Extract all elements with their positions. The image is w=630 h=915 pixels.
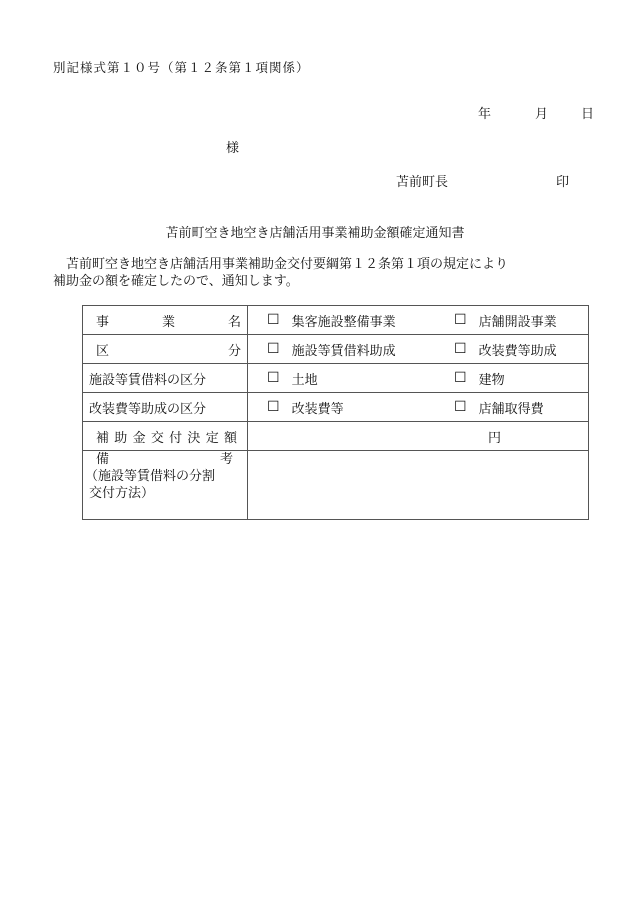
body-line-1: 苫前町空き地空き店舗活用事業補助金交付要綱第１２条第１項の規定により	[66, 257, 509, 272]
label-rent-category: 施設等賃借料の区分	[83, 364, 248, 393]
checkbox-option[interactable]: ☐ 建物	[454, 370, 505, 388]
checkbox-option[interactable]: ☐ 施設等賃借料助成	[267, 341, 396, 359]
label-project-name: 事 業 名	[83, 306, 248, 335]
date-day: 日	[581, 107, 595, 122]
issuer-name: 苫前町長	[396, 175, 449, 190]
rent-options	[248, 364, 589, 393]
date-month: 月	[535, 107, 549, 122]
checkbox-option[interactable]: ☐ 改装費等助成	[454, 341, 557, 359]
checkbox-icon[interactable]: ☐	[454, 370, 467, 386]
label-renovation-category: 改装費等助成の区分	[83, 393, 248, 422]
table-row	[83, 306, 589, 335]
checkbox-icon[interactable]: ☐	[454, 341, 467, 357]
label-remarks: 備 考 （施設等賃借料の分割 交付方法）	[83, 451, 248, 520]
checkbox-option[interactable]: ☐ 店舗開設事業	[454, 312, 557, 330]
table-row	[83, 393, 589, 422]
checkbox-option[interactable]: ☐ 改装費等	[267, 399, 344, 417]
details-table	[82, 305, 589, 520]
table-row	[83, 422, 589, 451]
date-year: 年	[478, 107, 492, 122]
checkbox-icon[interactable]: ☐	[267, 370, 280, 386]
remarks-sub-2: 交付方法）	[89, 486, 155, 501]
addressee-suffix: 様	[226, 141, 240, 156]
body-text	[53, 256, 613, 290]
yen-unit: 円	[488, 430, 502, 446]
table-row	[83, 451, 589, 520]
category-options	[248, 335, 589, 364]
checkbox-icon[interactable]: ☐	[267, 399, 280, 415]
date-line	[478, 103, 594, 122]
remarks-field[interactable]	[248, 451, 589, 520]
table-row	[83, 364, 589, 393]
project-options	[248, 306, 589, 335]
label-grant-amount: 補 助 金 交 付 決 定 額	[83, 422, 248, 451]
checkbox-option[interactable]: ☐ 店舗取得費	[454, 399, 544, 417]
label-category: 区 分	[83, 335, 248, 364]
checkbox-icon[interactable]: ☐	[454, 399, 467, 415]
grant-amount-field[interactable]	[248, 422, 589, 451]
table-row	[83, 335, 589, 364]
renovation-options	[248, 393, 589, 422]
document-title: 苫前町空き地空き店舗活用事業補助金額確定通知書	[165, 226, 465, 241]
remarks-sub-1: （施設等賃借料の分割	[85, 469, 216, 484]
checkbox-icon[interactable]: ☐	[454, 312, 467, 328]
checkbox-option[interactable]: ☐ 集客施設整備事業	[267, 312, 396, 330]
seal-mark: 印	[556, 175, 570, 190]
checkbox-icon[interactable]: ☐	[267, 312, 280, 328]
checkbox-option[interactable]: ☐ 土地	[267, 370, 318, 388]
form-number: 別記様式第１０号（第１２条第１項関係）	[53, 60, 310, 75]
body-line-2: 補助金の額を確定したので、通知します。	[53, 274, 299, 289]
checkbox-icon[interactable]: ☐	[267, 341, 280, 357]
